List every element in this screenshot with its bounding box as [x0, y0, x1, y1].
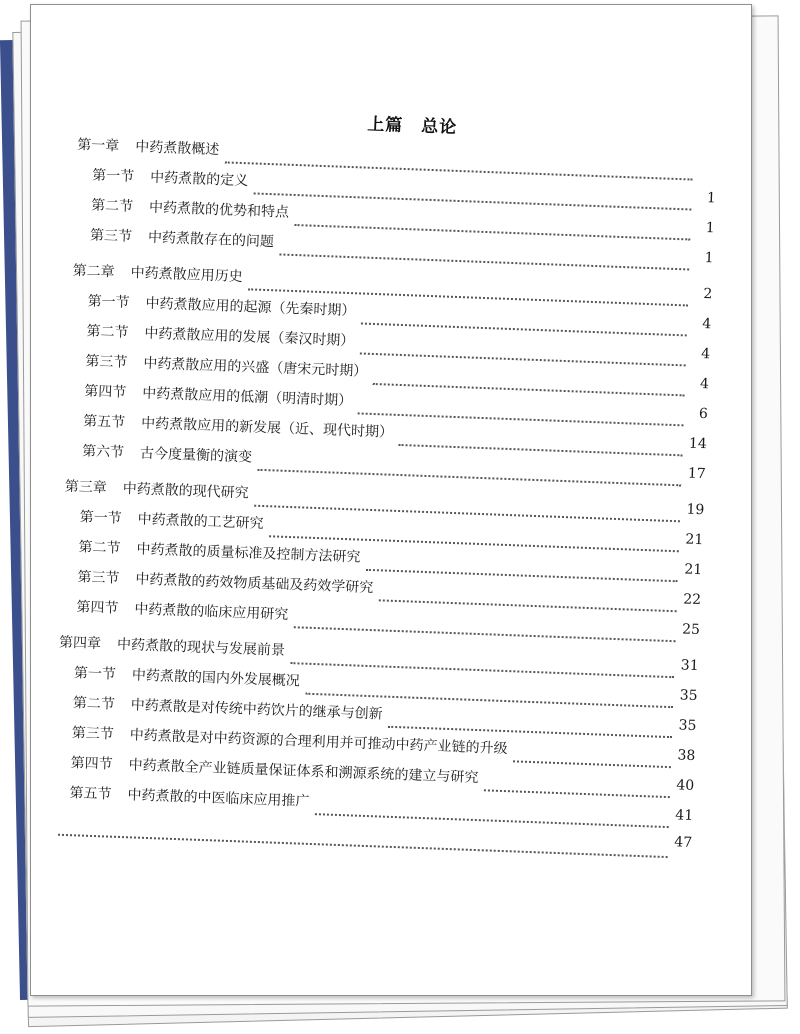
section-number: 第四节: [76, 599, 119, 617]
page-number: 47: [674, 834, 693, 851]
chapter-title: 中药煮散的现代研究: [122, 480, 249, 502]
chapter-title: 中药煮散概述: [134, 139, 220, 159]
dot-leader: [484, 788, 670, 798]
section-number: 第三节: [85, 353, 128, 371]
section-number: 第三节: [89, 227, 133, 246]
page-number: 1: [705, 220, 715, 237]
section-title: 中药煮散的中医临床应用推广: [127, 787, 310, 810]
section-number: 第三节: [77, 569, 120, 587]
toc-content: [52, 99, 719, 865]
page-number: 17: [687, 465, 706, 483]
page-number: 4: [699, 375, 710, 393]
chapter-title: 中药煮散的现状与发展前景: [116, 636, 286, 659]
section-number: 第三节: [71, 725, 115, 743]
toc-page: [30, 4, 752, 996]
page-number: 22: [682, 591, 702, 609]
section-number: 第二节: [90, 197, 134, 216]
dot-leader: [279, 252, 689, 270]
section-title: 中药煮散是对传统中药饮片的继承与创新: [130, 697, 383, 723]
page-number: 1: [706, 190, 717, 207]
page-title: 上篇 总论: [366, 114, 458, 138]
section-number: 第二节: [86, 323, 129, 341]
page-number: 40: [676, 777, 695, 795]
section-title: 中药煮散的优势和特点: [148, 199, 290, 221]
section-title: 中药煮散的定义: [149, 169, 249, 190]
section-title: 中药煮散全产业链质量保证体系和溯源系统的建立与研究: [128, 757, 479, 787]
section-title: 中药煮散应用的低潮（明清时期）: [141, 385, 353, 410]
page-number: 2: [703, 286, 713, 303]
section-number: 第五节: [82, 413, 126, 431]
page-number: 35: [679, 687, 698, 705]
chapter-title: 中药煮散应用历史: [130, 265, 243, 286]
section-number: 第二节: [72, 695, 116, 713]
chapter-number: 第四章: [58, 634, 102, 653]
page-number: 6: [698, 405, 709, 423]
dot-leader: [257, 468, 681, 487]
section-number: 第五节: [69, 785, 112, 803]
page-number: 25: [681, 621, 701, 639]
chapter-number: 第二章: [72, 262, 115, 281]
section-number: 第一节: [79, 509, 122, 527]
page-number: 4: [701, 315, 712, 333]
toc-list: [52, 134, 718, 865]
section-title: 中药煮散的国内外发展概况: [131, 667, 301, 690]
section-title: 中药煮散应用的发展（秦汉时期）: [144, 325, 355, 350]
section-title: 中药煮散的临床应用研究: [134, 601, 289, 624]
page-number: 21: [684, 561, 703, 579]
section-number: 第六节: [81, 443, 125, 461]
section-title: 中药煮散应用的起源（先秦时期）: [145, 295, 356, 320]
page-number: 1: [704, 250, 714, 267]
page-number: 4: [700, 345, 711, 363]
dot-leader: [294, 625, 676, 642]
section-title: 中药煮散应用的新发展（近、现代时期）: [140, 415, 394, 441]
section-number: 第一节: [73, 665, 117, 683]
section-title: 中药煮散的药效物质基础及药效学研究: [135, 571, 374, 597]
section-number: 第一节: [87, 293, 130, 311]
page-number: [699, 172, 717, 173]
section-number: 第二节: [78, 539, 121, 557]
section-title: 中药煮散的工艺研究: [137, 511, 264, 533]
chapter-number: 第一章: [77, 136, 120, 155]
section-title: 中药煮散应用的兴盛（唐宋元时期）: [143, 355, 368, 380]
chapter-number: 第三章: [64, 478, 108, 497]
section-number: 第一节: [91, 167, 135, 186]
section-title: 古今度量衡的演变: [139, 445, 253, 466]
page-number: 31: [680, 657, 699, 675]
page-number: 41: [675, 807, 694, 824]
section-title: 中药煮散存在的问题: [147, 229, 275, 251]
page-number: 38: [677, 747, 696, 765]
dot-leader: [58, 833, 668, 858]
dot-leader: [513, 759, 671, 768]
section-title: 中药煮散的质量标准及控制方法研究: [136, 541, 361, 566]
page-number: 35: [678, 717, 697, 735]
section-title: 中药煮散是对中药资源的合理利用并可推动中药产业链的升级: [129, 727, 508, 758]
section-number: 第四节: [83, 383, 127, 401]
section-number: 第四节: [70, 755, 113, 773]
page-number: 14: [688, 435, 708, 453]
page-number: 21: [685, 531, 704, 549]
page-number: 19: [686, 501, 705, 519]
